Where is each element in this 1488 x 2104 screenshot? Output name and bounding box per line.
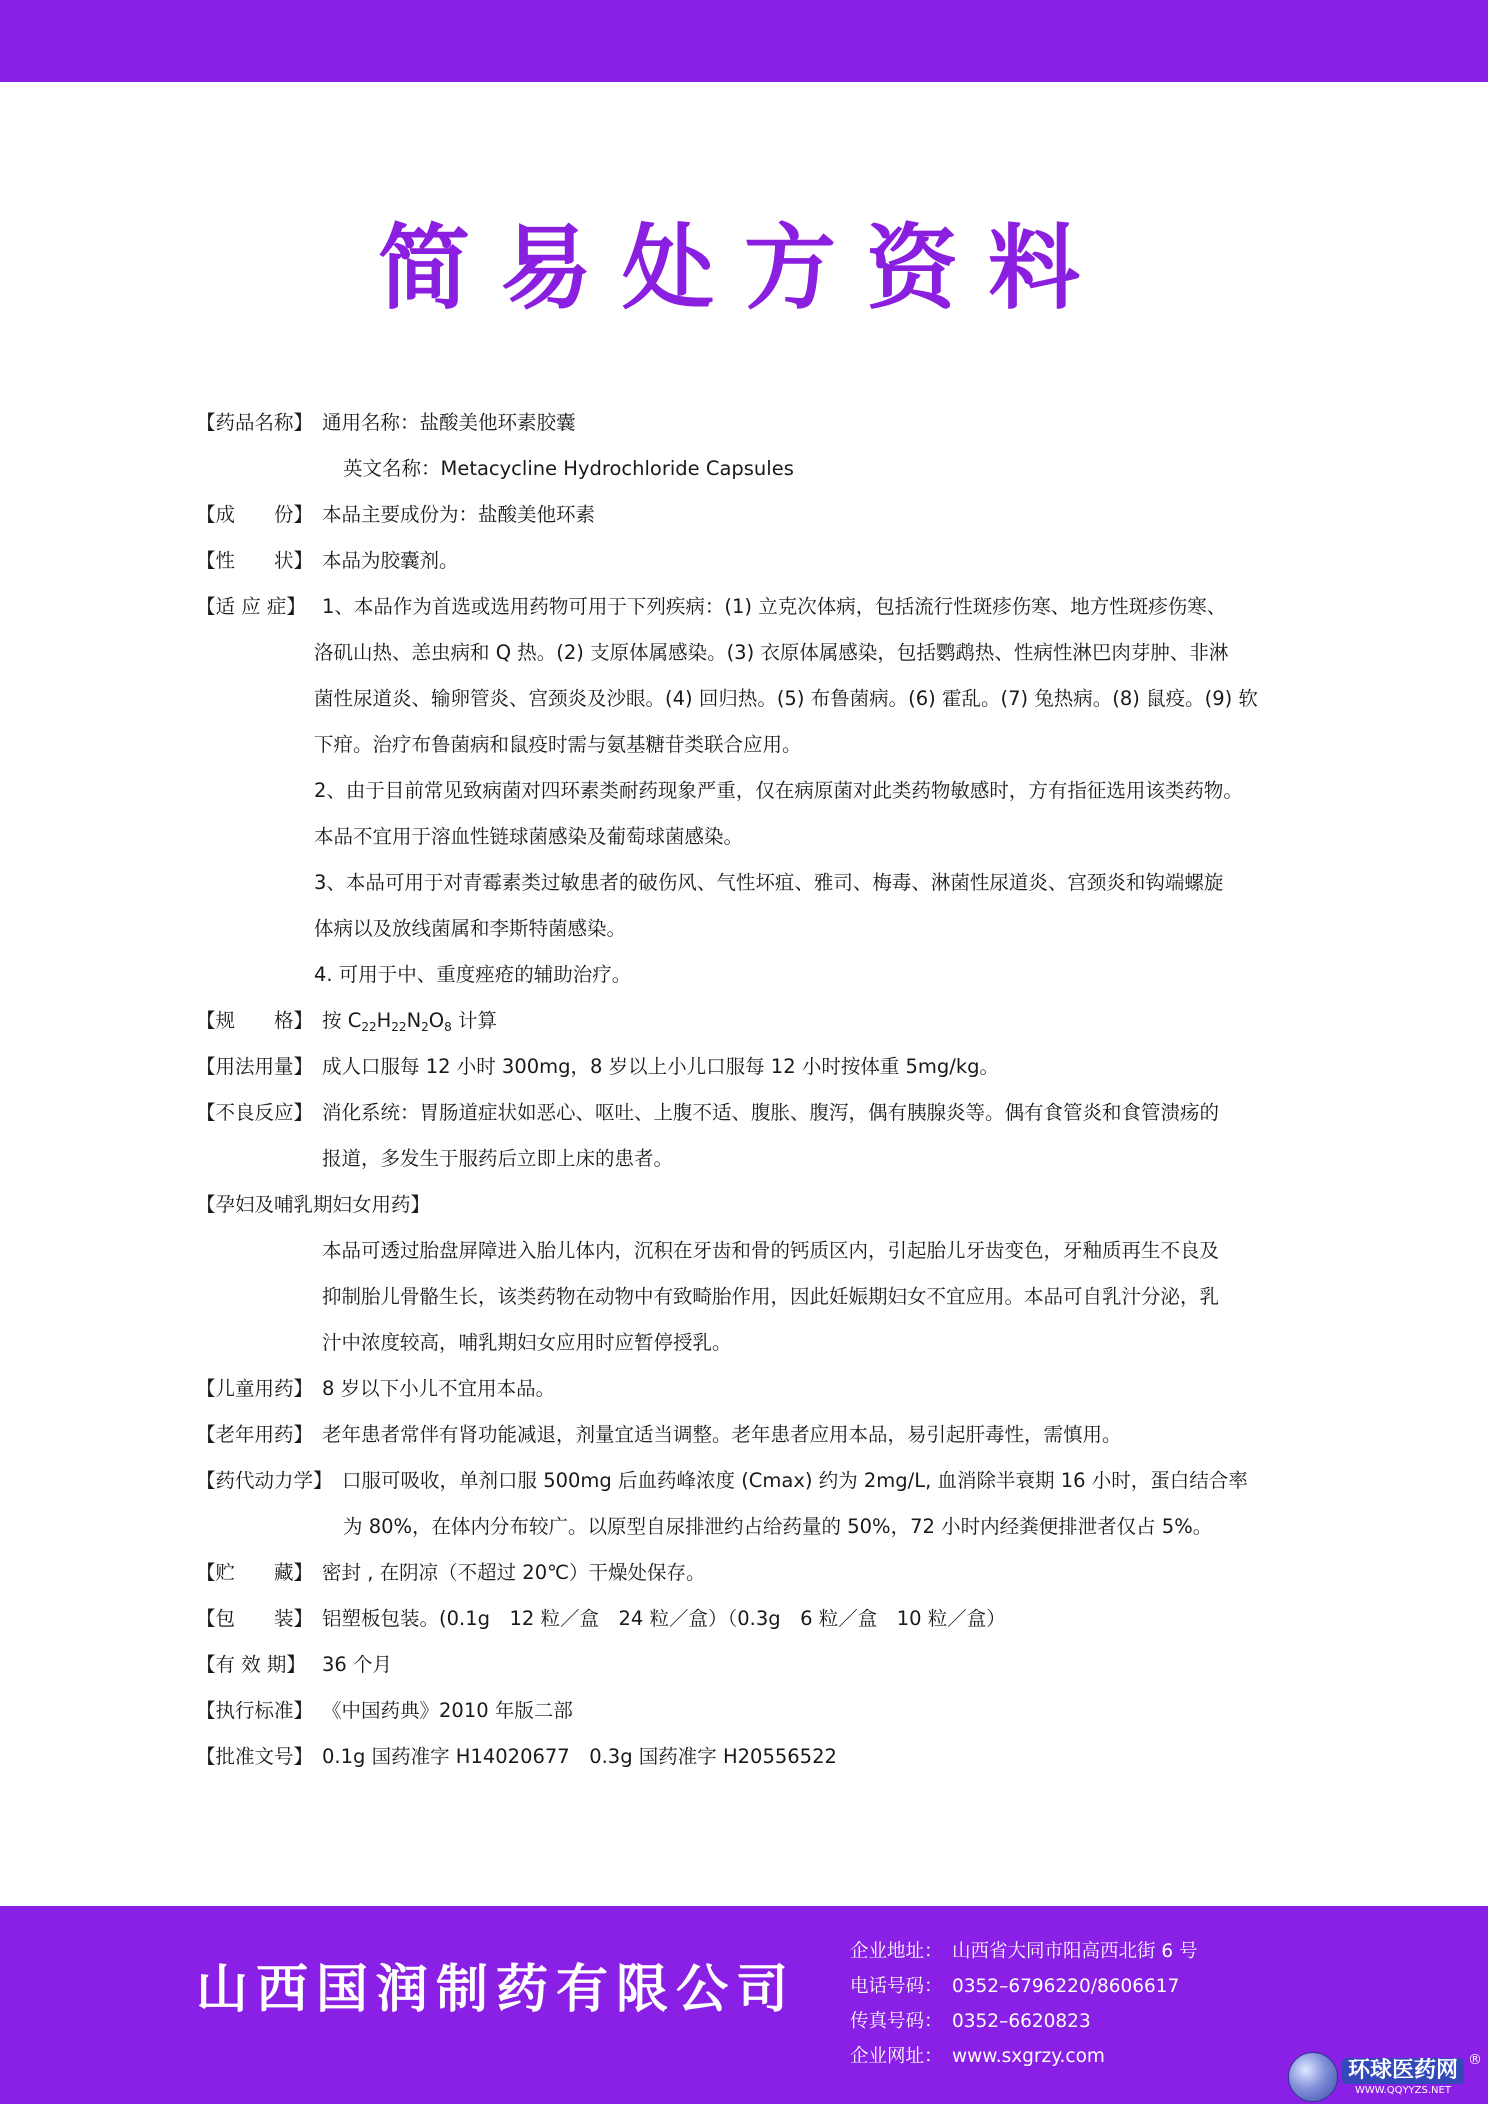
approval-row [196, 1734, 1276, 1780]
validity-value: 36 个月 [322, 1653, 393, 1676]
indication-row [196, 676, 1276, 722]
contact-key: 电话号码： [850, 1976, 943, 1997]
adverse-line: 报道，多发生于服药后立即上床的患者。 [322, 1147, 674, 1170]
composition-value: 本品主要成份为：盐酸美他环素 [322, 503, 596, 526]
indication-line: 1、本品作为首选或选用药物可用于下列疾病：(1) 立克次体病，包括流行性斑疹伤寒、地方性斑疹伤寒、 [322, 595, 1227, 618]
approval-label: 【批准文号】 [196, 1745, 314, 1768]
indication-row [196, 952, 1276, 998]
spec-formula: 按 $C_{22}H_{22}N_2O_8$ 计算 [322, 1009, 497, 1034]
spec-row [196, 998, 1276, 1044]
watermark-logo [1288, 2052, 1482, 2102]
pregnancy-row [196, 1274, 1276, 1320]
pk-row [196, 1458, 1276, 1504]
package-label: 【包 装】 [196, 1607, 314, 1630]
indication-line: 体病以及放线菌属和李斯特菌感染。 [314, 917, 627, 940]
storage-row [196, 1550, 1276, 1596]
standard-label: 【执行标准】 [196, 1699, 314, 1722]
english-name: 英文名称：Metacycline Hydrochloride Capsules [343, 457, 794, 480]
pregnancy-row [196, 1182, 1276, 1228]
prescription-info [196, 400, 1276, 1780]
top-purple-band [0, 0, 1488, 82]
indication-line: 洛矶山热、恙虫病和 Q 热。(2) 支原体属感染。(3) 衣原体属感染，包括鹦鹉热、性病性淋巴肉芽肿、非淋 [314, 641, 1229, 664]
pregnancy-row [196, 1228, 1276, 1274]
contact-value: 山西省大同市阳高西北街 6 号 [952, 1941, 1198, 1962]
indication-line: 下疳。治疗布鲁菌病和鼠疫时需与氨基糖苷类联合应用。 [314, 733, 802, 756]
contact-value: 0352–6796220/8606617 [952, 1976, 1180, 1997]
elderly-row [196, 1412, 1276, 1458]
adverse-line: 消化系统：胃肠道症状如恶心、呕吐、上腹不适、腹胀、腹泻，偶有胰腺炎等。偶有食管炎和食管溃疡的 [322, 1101, 1220, 1124]
contact-key: 企业网址： [850, 2046, 943, 2067]
contact-key: 传真号码： [850, 2011, 943, 2032]
indication-row [196, 768, 1276, 814]
package-value: 铝塑板包装。(0.1g 12 粒／盒 24 粒／盒）（0.3g 6 粒／盒 10 粒／盒） [322, 1607, 1006, 1630]
indication-line: 4. 可用于中、重度痤疮的辅助治疗。 [314, 963, 632, 986]
indication-line: 2、由于目前常见致病菌对四环素类耐药现象严重，仅在病原菌对此类药物敏感时，方有指征选用该类药物。 [314, 779, 1243, 802]
validity-row [196, 1642, 1276, 1688]
page-title: 简易处方资料 [377, 214, 1110, 322]
registered-mark: ® [1468, 2052, 1482, 2068]
watermark-title: 环球医药网 [1342, 2058, 1464, 2084]
indication-label: 【适 应 症】 [196, 595, 306, 618]
indication-row [196, 630, 1276, 676]
standard-row [196, 1688, 1276, 1734]
indication-row [196, 906, 1276, 952]
indication-line: 3、本品可用于对青霉素类过敏患者的破伤风、气性坏疽、雅司、梅毒、淋菌性尿道炎、宫颈炎和钩端螺旋 [314, 871, 1224, 894]
contact-info [850, 1934, 1198, 2074]
pregnancy-row [196, 1320, 1276, 1366]
pk-line: 为 80%，在体内分布较广。以原型自尿排泄约占给药量的 50%，72 小时内经粪便排泄者仅占 5%。 [343, 1515, 1213, 1538]
indication-row [196, 814, 1276, 860]
website-link[interactable]: www.sxgrzy.com [952, 2046, 1105, 2067]
spec-label: 【规 格】 [196, 1009, 314, 1032]
indication-row [196, 860, 1276, 906]
dosage-label: 【用法用量】 [196, 1055, 314, 1078]
package-row [196, 1596, 1276, 1642]
composition-label: 【成 份】 [196, 503, 314, 526]
watermark-url: WWW.QQYYZS.NET [1355, 2085, 1451, 2096]
storage-value: 密封 , 在阴凉（不超过 20℃）干燥处保存。 [322, 1561, 706, 1584]
drug-name-label: 【药品名称】 [196, 411, 314, 434]
drug-name-row [196, 400, 1276, 446]
adverse-row [196, 1090, 1276, 1136]
pregnancy-line: 抑制胎儿骨骼生长，该类药物在动物中有致畸胎作用，因此妊娠期妇女不宜应用。本品可自乳汁分泌，乳 [322, 1285, 1220, 1308]
character-row [196, 538, 1276, 584]
indication-line: 菌性尿道炎、输卵管炎、宫颈炎及沙眼。(4) 回归热。(5) 布鲁菌病。(6) 霍乱。(7) 兔热病。(8) 鼠疫。(9) 软 [314, 687, 1258, 710]
contact-address [850, 1934, 1198, 1969]
character-value: 本品为胶囊剂。 [322, 549, 459, 572]
children-label: 【儿童用药】 [196, 1377, 314, 1400]
pregnancy-line: 汁中浓度较高，哺乳期妇女应用时应暂停授乳。 [322, 1331, 732, 1354]
globe-icon [1288, 2052, 1338, 2102]
contact-fax [850, 2004, 1198, 2039]
character-label: 【性 状】 [196, 549, 314, 572]
pk-row [196, 1504, 1276, 1550]
adverse-row [196, 1136, 1276, 1182]
dosage-row [196, 1044, 1276, 1090]
english-name-row [196, 446, 1276, 492]
pk-label: 【药代动力学】 [196, 1469, 333, 1492]
pregnancy-label: 【孕妇及哺乳期妇女用药】 [196, 1193, 431, 1216]
indication-line: 本品不宜用于溶血性链球菌感染及葡萄球菌感染。 [314, 825, 744, 848]
storage-label: 【贮 藏】 [196, 1561, 314, 1584]
indication-row [196, 722, 1276, 768]
validity-label: 【有 效 期】 [196, 1653, 306, 1676]
pk-line: 口服可吸收，单剂口服 500mg 后血药峰浓度 (Cmax) 约为 2mg/L, 血消除半衰期 16 小时，蛋白结合率 [342, 1469, 1248, 1492]
contact-value: 0352–6620823 [952, 2011, 1091, 2032]
indication-row [196, 584, 1276, 630]
standard-value: 《中国药典》2010 年版二部 [322, 1699, 573, 1722]
contact-key: 企业地址： [850, 1941, 943, 1962]
company-name: 山西国润制药有限公司 [196, 1959, 797, 2020]
elderly-label: 【老年用药】 [196, 1423, 314, 1446]
dosage-value: 成人口服每 12 小时 300mg，8 岁以上小儿口服每 12 小时按体重 5mg/kg。 [322, 1055, 1000, 1078]
children-row [196, 1366, 1276, 1412]
approval-value: 0.1g 国药准字 H14020677 0.3g 国药准字 H20556522 [322, 1745, 837, 1768]
children-value: 8 岁以下小儿不宜用本品。 [322, 1377, 556, 1400]
contact-website [850, 2039, 1198, 2074]
adverse-label: 【不良反应】 [196, 1101, 314, 1124]
contact-phone [850, 1969, 1198, 2004]
pregnancy-line: 本品可透过胎盘屏障进入胎儿体内，沉积在牙齿和骨的钙质区内，引起胎儿牙齿变色，牙釉质再生不良及 [322, 1239, 1220, 1262]
generic-name: 通用名称：盐酸美他环素胶囊 [322, 411, 576, 434]
elderly-value: 老年患者常伴有肾功能减退，剂量宜适当调整。老年患者应用本品，易引起肝毒性，需慎用。 [322, 1423, 1122, 1446]
composition-row [196, 492, 1276, 538]
